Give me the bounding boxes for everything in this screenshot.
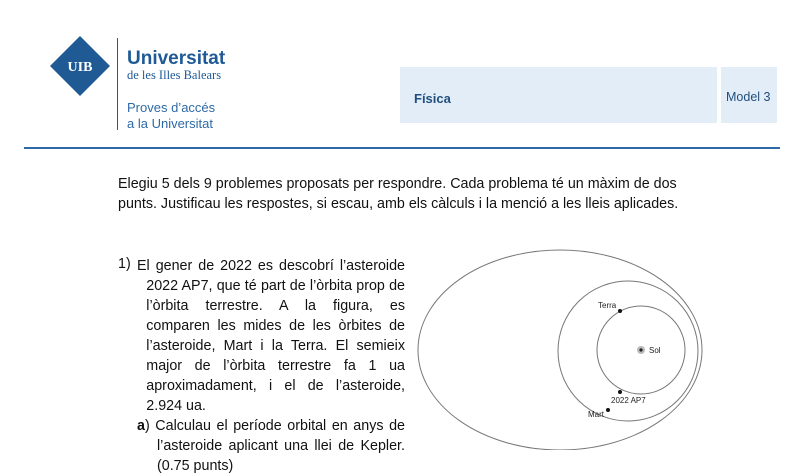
header-divider <box>117 38 118 130</box>
label-asteroid: 2022 AP7 <box>611 396 646 405</box>
subject-box <box>400 67 717 123</box>
label-sol: Sol <box>649 346 661 355</box>
earth-dot <box>618 309 622 313</box>
problem-1-part-a <box>137 416 405 476</box>
university-name: Universitat <box>127 48 226 69</box>
label-mart: Mart <box>588 410 604 419</box>
sun-core <box>639 348 642 351</box>
uib-logo-text: UIB <box>67 60 93 75</box>
problem-number: 1) <box>118 256 131 272</box>
part-a-letter: a <box>137 418 145 434</box>
asteroid-dot <box>618 390 622 394</box>
proves-line-2: a la Universitat <box>127 116 213 131</box>
problem-1 <box>137 256 405 476</box>
university-subtitle: de les Illes Balears <box>127 68 222 82</box>
instructions-text: Elegiu 5 dels 9 problemes proposats per respondre. Cada problema té un màxim de dos punts. Justificau les respostes, si escau, amb els càlculs i la menció a les lleis aplicades. <box>118 176 679 212</box>
label-terra: Terra <box>598 301 617 310</box>
header-rule <box>24 147 780 149</box>
mars-dot <box>606 408 610 412</box>
subject-title: Física <box>414 91 451 106</box>
model-box <box>721 67 777 123</box>
orbit-diagram <box>415 248 715 450</box>
problem-1-text: El gener de 2022 es descobrí l’asteroide 2022 AP7, que té part de l’òrbita prop de l’òrbita terrestre. A la figura, es comparen les mides de les òrbites de l’asteroide, Mart i la Terra. El semieix major de l’òrbita terrestre fa 1 ua aproximadament, i el de l’asteroide, 2.924 ua. <box>137 258 405 414</box>
proves-label <box>127 100 215 132</box>
part-a-text: ) Calculau el període orbital en anys de l’asteroide aplicant una llei de Kepler. (0.75 punts) <box>144 418 405 474</box>
proves-line-1: Proves d’accés <box>127 100 216 115</box>
uib-logo <box>50 36 110 96</box>
model-label: Model 3 <box>726 90 771 104</box>
